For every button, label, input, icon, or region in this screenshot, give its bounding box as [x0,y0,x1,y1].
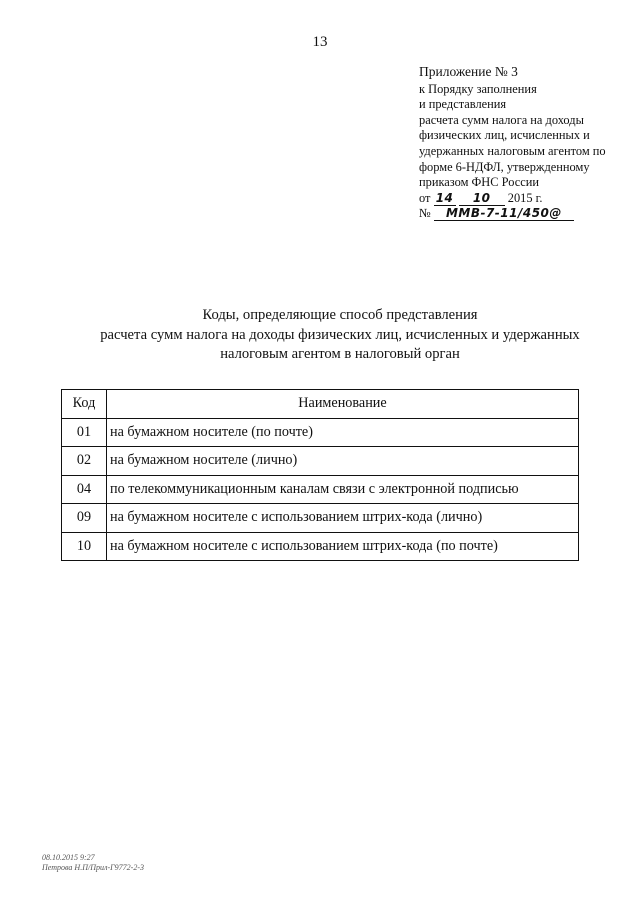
heading-line: Коды, определяющие способ представления [202,307,478,323]
row-name: на бумажном носителе (лично) [107,447,579,476]
row-name: по телекоммуникационным каналам связи с электронной подписью [107,475,579,504]
order-number-prefix: № [419,206,431,221]
order-number-value: ММВ-7-11/450@ [434,207,574,221]
order-date-month: 10 [459,192,505,206]
appendix-title: Приложение № 3 [419,64,518,79]
table-row [62,532,579,561]
table-row [62,475,579,504]
document-footer [42,853,144,873]
row-name: на бумажном носителе с использованием штрих-кода (по почте) [107,532,579,561]
appendix-line: форме 6-НДФЛ, утвержденному [419,159,590,174]
table-row [62,504,579,533]
order-date-prefix: от [419,190,431,205]
row-code: 10 [62,532,107,561]
row-code: 04 [62,475,107,504]
appendix-line: удержанных налоговым агентом по [419,143,606,158]
header-name: Наименование [107,390,579,419]
heading-line: налоговым агентом в налоговый орган [220,346,460,362]
row-code: 01 [62,418,107,447]
table-row [62,418,579,447]
appendix-block [419,64,629,222]
table-header-row [62,390,579,419]
footer-timestamp: 08.10.2015 9:27 [42,853,95,862]
table-row [62,447,579,476]
footer-file-ref: Петрова Н.П/Прил-Г9772-2-3 [42,863,145,872]
heading-line: расчета сумм налога на доходы физических лиц, исчисленных и удержанных [100,326,580,343]
appendix-line: к Порядку заполнения [419,81,537,96]
page-number: 13 [312,34,328,50]
order-date [419,191,629,207]
appendix-line: приказом ФНС России [419,175,539,190]
row-code: 02 [62,447,107,476]
row-name: на бумажном носителе (по почте) [107,418,579,447]
appendix-line: расчета сумм налога на доходы [419,112,584,127]
header-code: Код [62,390,107,419]
row-code: 09 [62,504,107,533]
codes-table [61,389,579,561]
appendix-line: физических лиц, исчисленных и [419,128,590,143]
order-number [419,206,629,222]
document-heading [40,306,640,365]
order-date-day: 14 [434,192,456,206]
order-date-year: 2015 г. [507,190,543,205]
row-name: на бумажном носителе с использованием штрих-кода (лично) [107,504,579,533]
appendix-line: и представления [419,97,507,112]
